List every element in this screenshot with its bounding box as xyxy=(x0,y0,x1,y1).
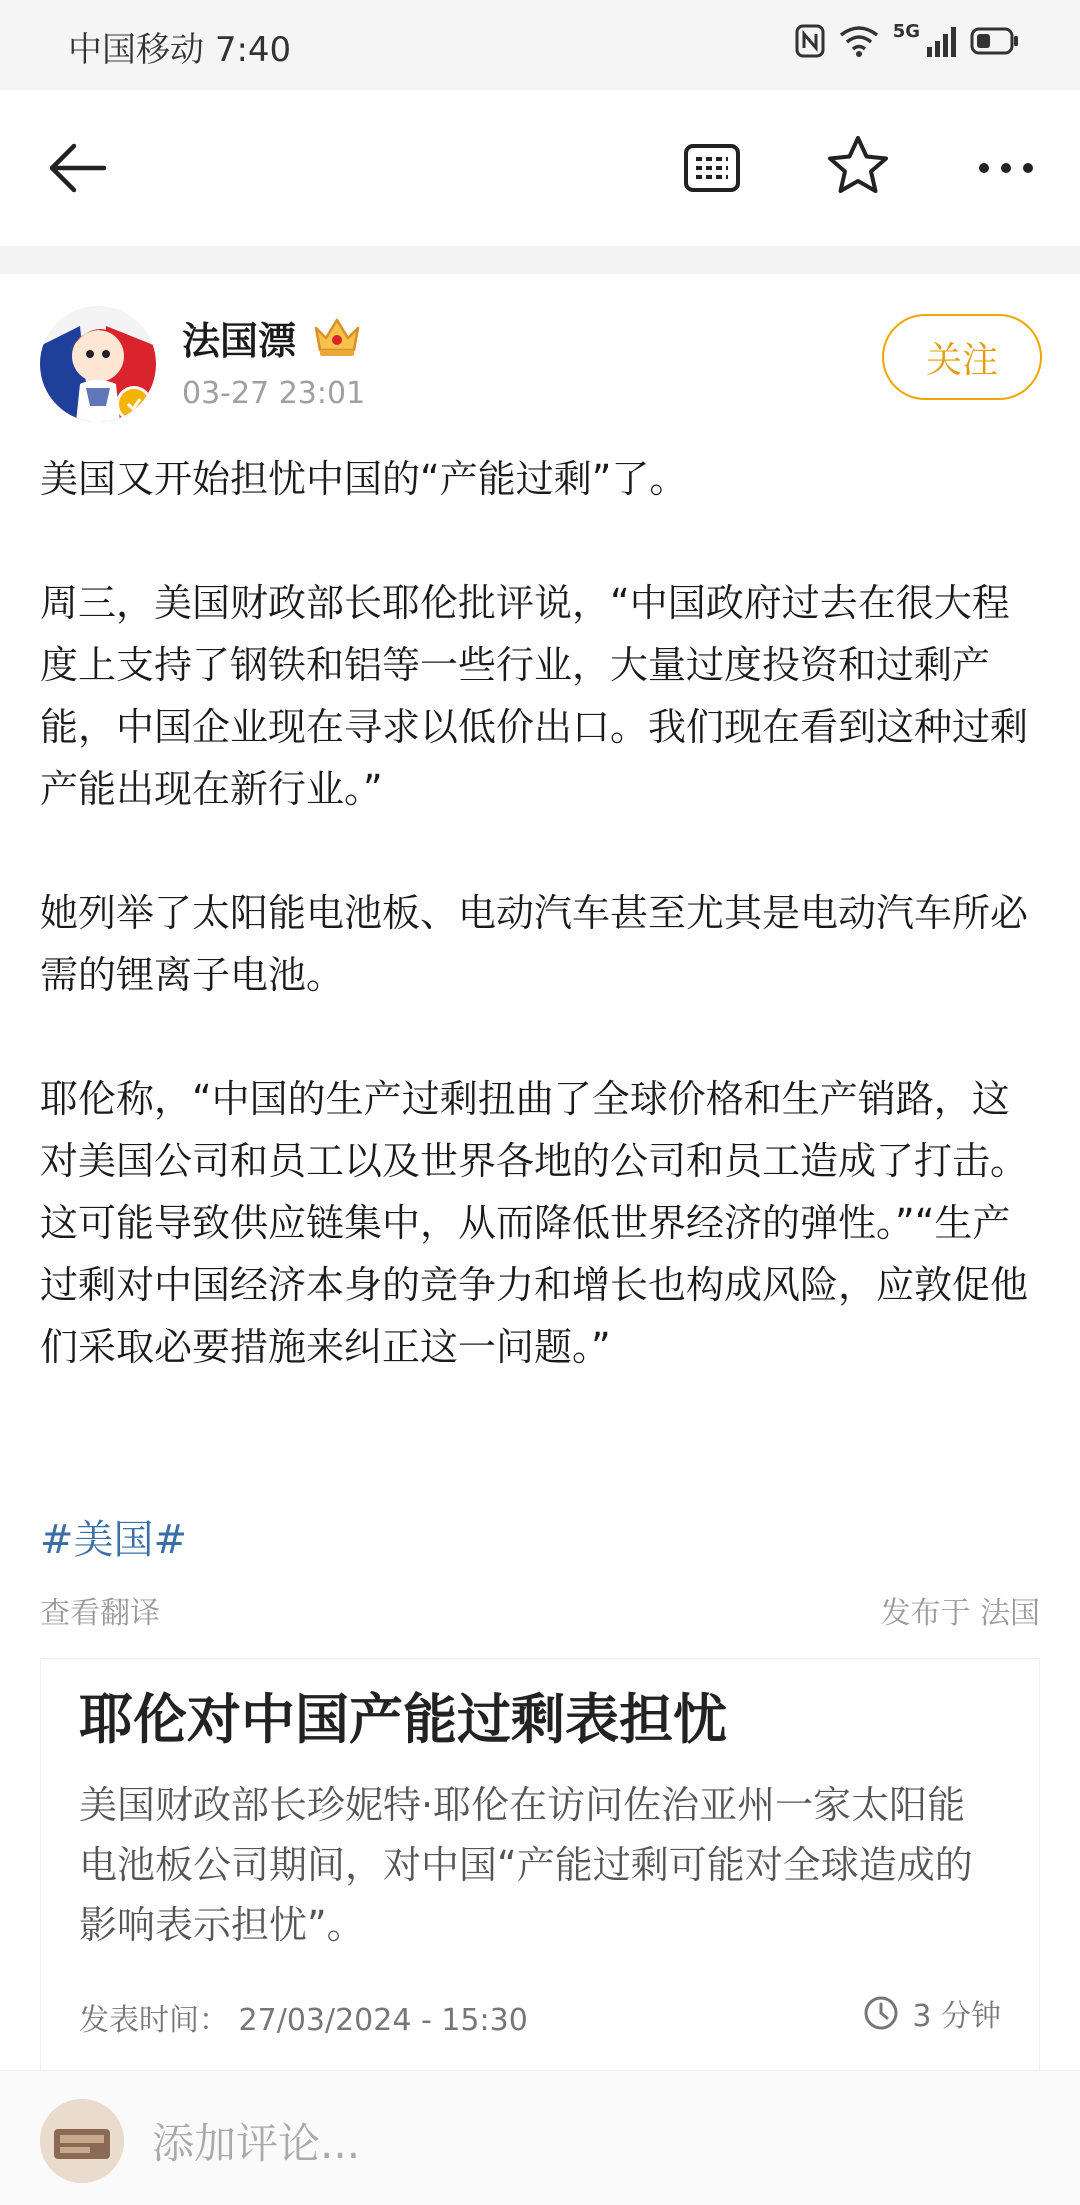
hashtag-link[interactable]: #美国# xyxy=(40,1517,188,1563)
comment-bar xyxy=(0,2070,1080,2205)
verified-badge-icon xyxy=(116,386,152,422)
post-body xyxy=(40,448,1040,1378)
post-paragraph: 耶伦称，“中国的生产过剩扭曲了全球价格和生产销路，这对美国公司和员工以及世界各地的公司和员工造成了打击。这可能导致供应链集中，从而降低世界经济的弹性。”“生产过剩对中国经济本身的竞争力和增长也构成风险，应敦促他们采取必要措施来纠正这一问题。” xyxy=(40,1077,1029,1369)
follow-button[interactable]: 关注 xyxy=(882,314,1042,400)
status-icons xyxy=(795,20,1020,58)
favorite-star-icon[interactable] xyxy=(824,132,892,200)
published-location: 发布于 法国 xyxy=(880,1596,1040,1631)
network-type: 5G xyxy=(892,20,920,42)
linked-article-card[interactable] xyxy=(40,1658,1040,2078)
author-name[interactable]: 法国漂 xyxy=(182,319,297,363)
status-carrier-time xyxy=(68,22,291,71)
post-paragraph: 周三，美国财政部长耶伦批评说，“中国政府过去在很大程度上支持了钢铁和铝等一些行业，大量过度投资和过剩产能，中国企业现在寻求以低价出口。我们现在看到这种过剩产能出现在新行业。” xyxy=(40,581,1029,811)
view-translation-link[interactable]: 查看翻译 xyxy=(40,1596,160,1631)
back-arrow-icon[interactable] xyxy=(46,136,110,200)
post-timestamp: 03-27 23:01 xyxy=(182,376,366,411)
clock-label: 7:40 xyxy=(214,30,292,70)
reader-mode-icon[interactable] xyxy=(680,136,744,200)
article-summary: 美国财政部长珍妮特·耶伦在访问佐治亚州一家太阳能电池板公司期间，对中国“产能过剩可能对全球造成的影响表示担忧”。 xyxy=(79,1783,973,1947)
author-avatar[interactable] xyxy=(40,306,156,422)
read-time xyxy=(862,1991,1001,2035)
user-avatar xyxy=(40,2099,124,2183)
status-bar xyxy=(0,0,1080,90)
signal-icon xyxy=(926,25,956,57)
article-publish-date: 发表时间： 27/03/2024 - 15:30 xyxy=(79,2003,528,2038)
post-paragraph: 她列举了太阳能电池板、电动汽车甚至尤其是电动汽车所必需的锂离子电池。 xyxy=(40,891,1029,997)
header-divider xyxy=(0,246,1080,274)
carrier-label: 中国移动 xyxy=(68,30,204,70)
clock-icon xyxy=(862,1994,900,2032)
wifi-icon xyxy=(839,25,879,57)
article-title: 耶伦对中国产能过剩表担忧 xyxy=(79,1688,727,1751)
user-avatar-image-icon xyxy=(40,2099,124,2183)
more-options-icon[interactable] xyxy=(974,136,1038,200)
battery-icon xyxy=(970,26,1020,56)
post-paragraph: 美国又开始担忧中国的“产能过剩”了。 xyxy=(40,457,688,501)
nfc-icon xyxy=(795,24,825,58)
read-time-label: 3 分钟 xyxy=(912,1999,1001,2034)
top-nav-bar xyxy=(0,90,1080,246)
author-row xyxy=(40,306,1040,426)
comment-input[interactable]: 添加评论... xyxy=(152,2119,361,2168)
crown-icon xyxy=(312,314,362,358)
